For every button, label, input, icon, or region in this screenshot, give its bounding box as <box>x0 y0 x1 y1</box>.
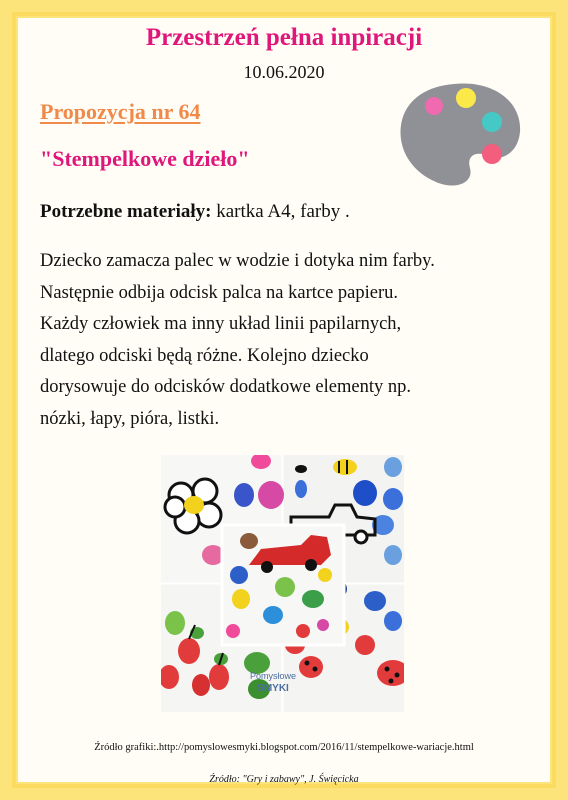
materials-line <box>40 201 350 223</box>
description-line: nózki, łapy, pióra, listki. <box>40 408 220 429</box>
description-line: dlatego odciski będą różne. Kolejno dziecko <box>40 345 369 366</box>
description-line: Następnie odbija odcisk palca na kartce papieru. <box>40 282 399 303</box>
description-line: Każdy człowiek ma inny układ linii papilarnych, <box>40 314 402 334</box>
materials-value: kartka A4, farby . <box>211 201 350 222</box>
palette-icon <box>396 80 524 190</box>
proposal-number: Propozycja nr 64 <box>40 99 201 124</box>
page-date: 10.06.2020 <box>243 62 325 82</box>
page-title: Przestrzeń pełna inpiracji <box>145 24 423 51</box>
activity-name: "Stempelkowe dzieło" <box>40 146 250 171</box>
fingerprint-art-collage <box>161 455 404 712</box>
graphic-source: Źródło grafiki:.http://pomyslowesmyki.blogspot.com/2016/11/stempelkowe-wariacje.html <box>94 742 474 753</box>
collage-watermark-line2: SMYKI <box>257 683 289 694</box>
collage-watermark-line1: Pomysłowe <box>249 671 297 681</box>
description-line: Dziecko zamacza palec w wodzie i dotyka nim farby. <box>40 251 435 271</box>
description <box>40 246 540 435</box>
text-source: Źródło: "Gry i zabawy", J. Święcicka <box>209 774 359 785</box>
description-line: dorysowuje do odcisków dodatkowe elementy np. <box>40 377 411 397</box>
materials-label: Potrzebne materiały: <box>40 201 212 222</box>
